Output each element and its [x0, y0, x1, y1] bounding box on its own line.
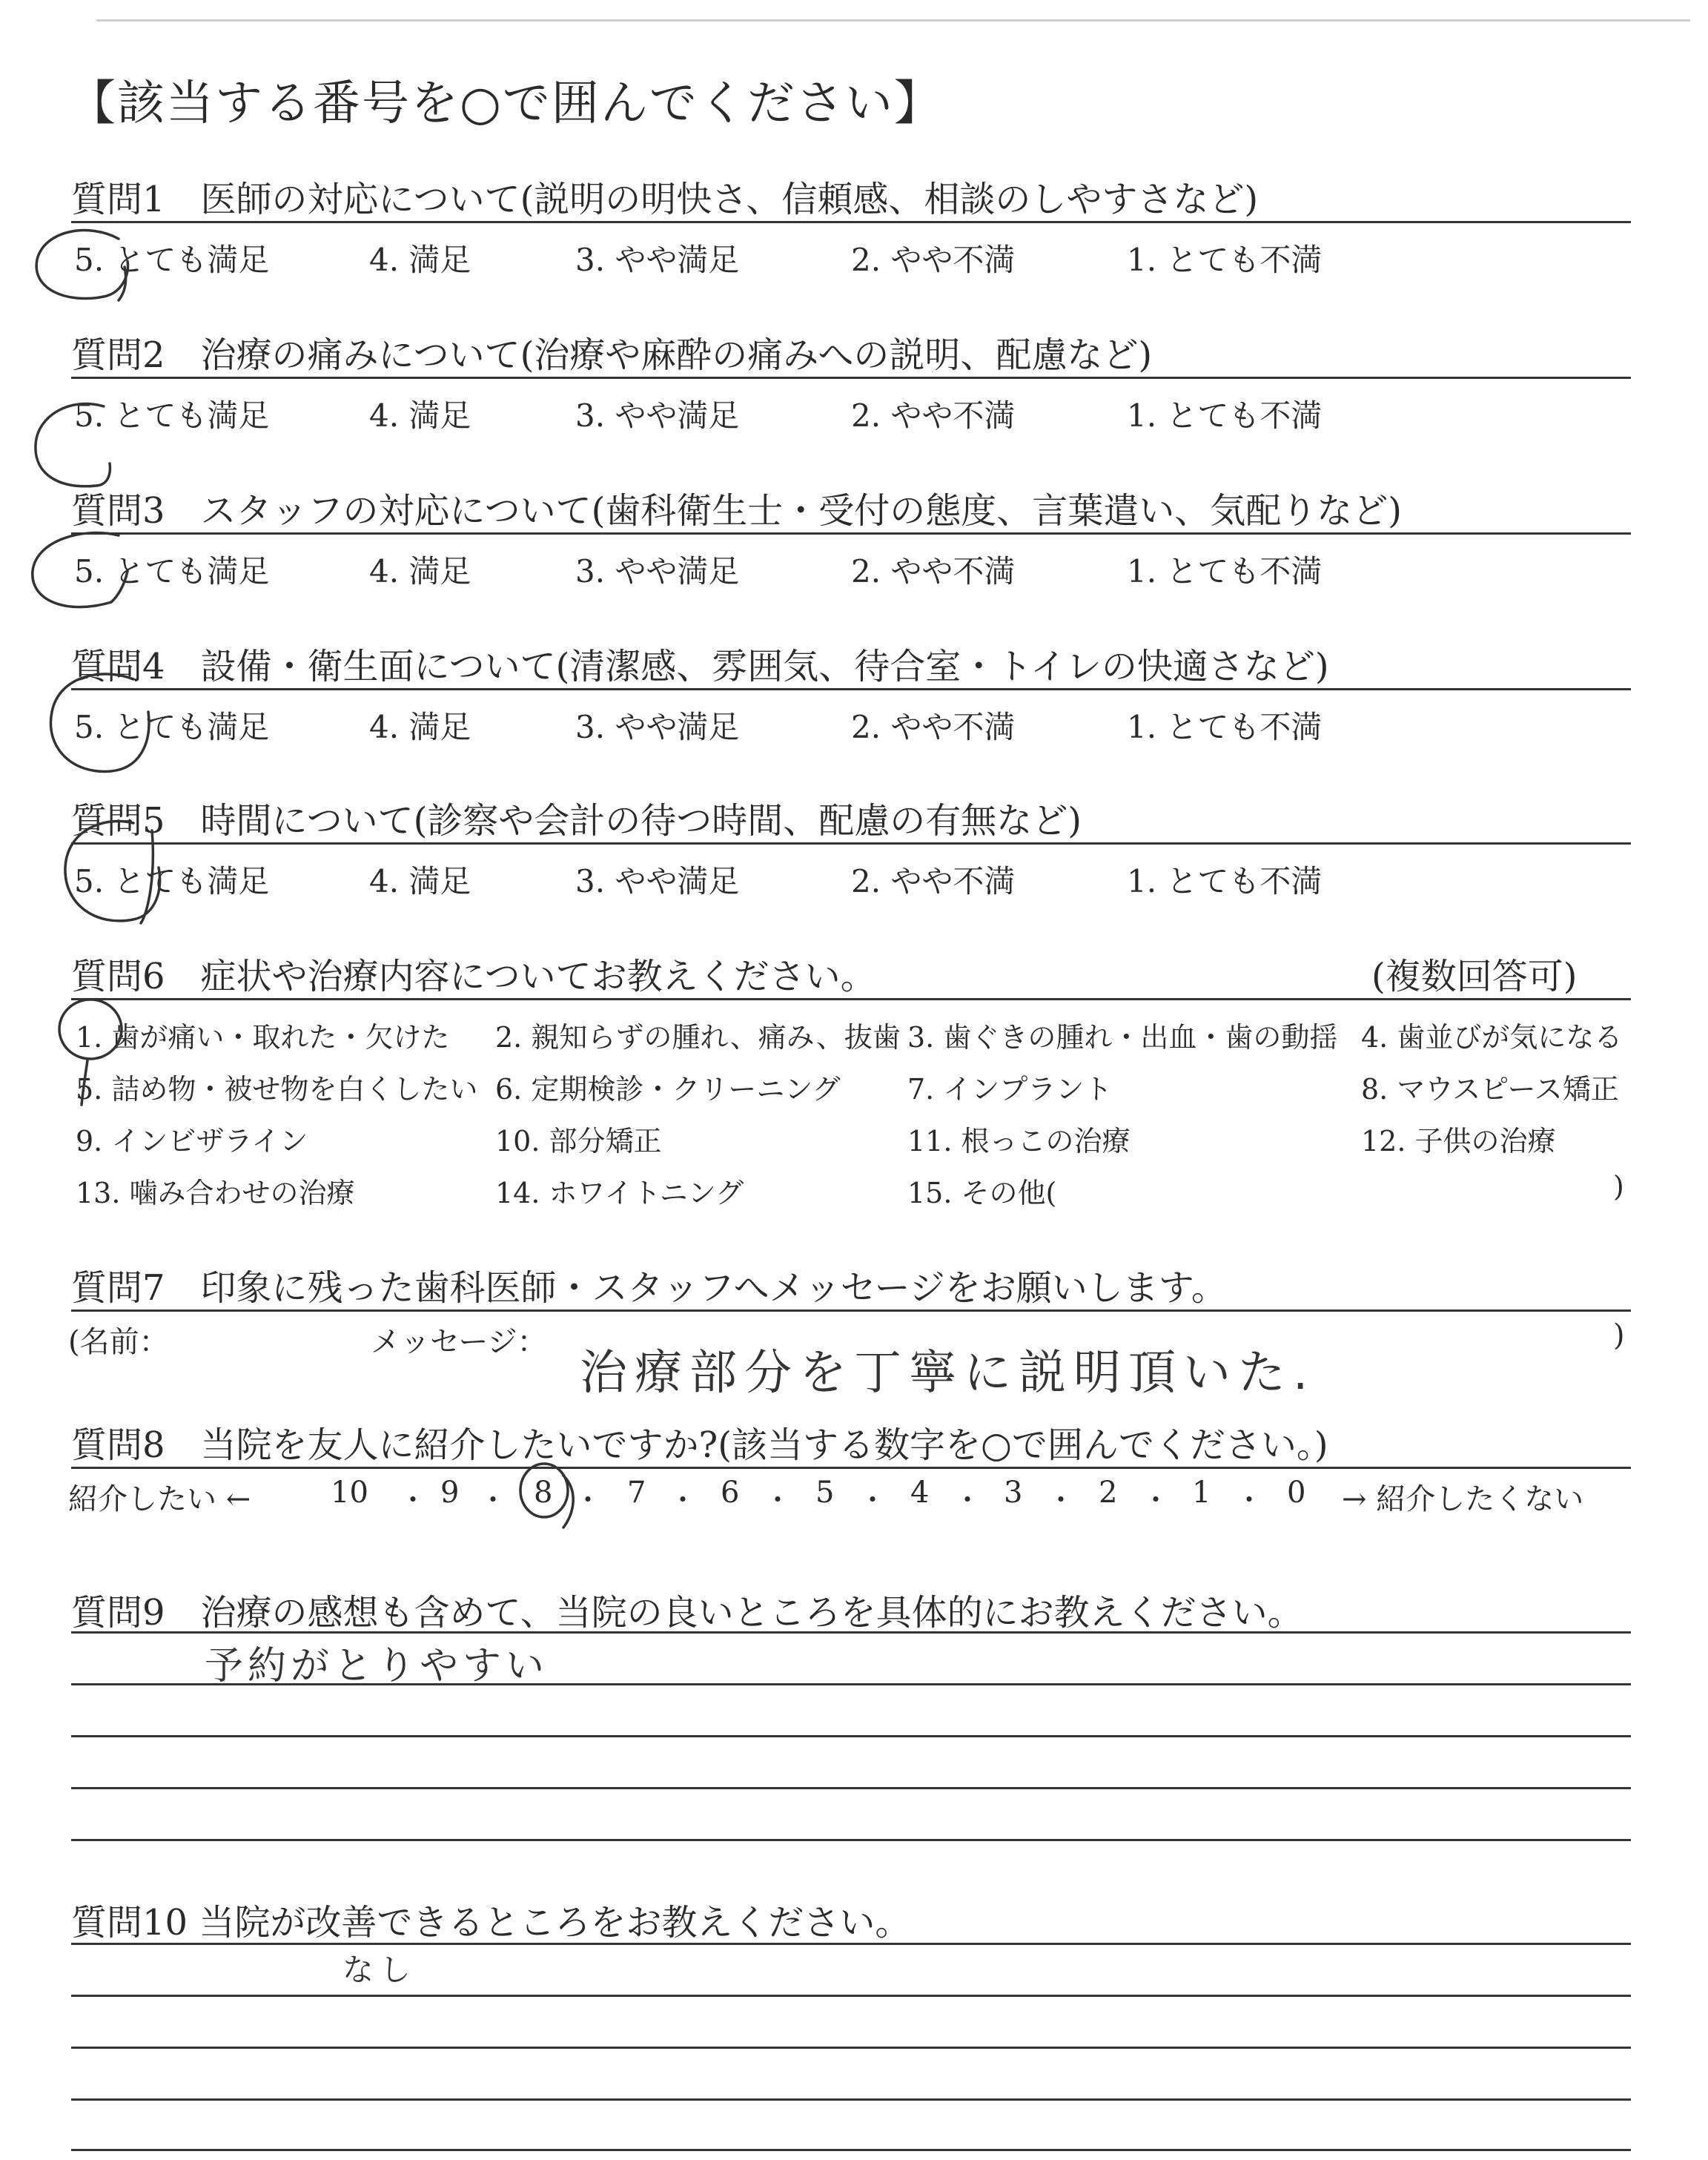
question-4-rule — [71, 688, 1631, 690]
q3-option-2[interactable]: 2. やや不満 — [851, 553, 1016, 589]
question-8-title: 質問8 当院を友人に紹介したいですか?(該当する数字を○で囲んでください。) — [71, 1424, 1328, 1466]
q8-separator: ・ — [764, 1484, 792, 1516]
q6-option-4[interactable]: 4. 歯並びが気になる — [1361, 1021, 1623, 1054]
q1-option-1[interactable]: 1. とても不満 — [1127, 242, 1323, 278]
q6-option-5[interactable]: 5. 詰め物・被せ物を白くしたい — [76, 1073, 478, 1106]
question-5-title: 質問5 時間について(診察や会計の待つ時間、配慮の有無など) — [71, 800, 1082, 842]
q8-separator: ・ — [574, 1484, 603, 1516]
question-1-title: 質問1 医師の対応について(説明の明快さ、信頼感、相談のしやすさなど) — [71, 179, 1259, 220]
q2-option-2[interactable]: 2. やや不満 — [851, 397, 1016, 434]
q6-option-13[interactable]: 13. 噛み合わせの治療 — [76, 1177, 355, 1209]
question-9-title: 質問9 治療の感想も含めて、当院の良いところを具体的にお教えください。 — [71, 1592, 1303, 1634]
q8-separator: ・ — [858, 1484, 887, 1516]
question-4-title: 質問4 設備・衛生面について(清潔感、雰囲気、待合室・トイレの快適さなど) — [71, 646, 1329, 687]
question-8-rule — [71, 1467, 1631, 1469]
q8-scale-5[interactable]: 5 — [815, 1476, 835, 1510]
q2-option-4[interactable]: 4. 満足 — [369, 397, 471, 434]
q6-option-1[interactable]: 1. 歯が痛い・取れた・欠けた — [76, 1021, 450, 1054]
q2-option-5[interactable]: 5. とても満足 — [74, 397, 270, 434]
q8-scale-7[interactable]: 7 — [627, 1476, 646, 1510]
question-6-title: 質問6 症状や治療内容についてお教えください。 — [71, 956, 876, 997]
q3-option-3[interactable]: 3. やや満足 — [575, 553, 740, 589]
question-2-title: 質問2 治療の痛みについて(治療や麻酔の痛みへの説明、配慮など) — [71, 334, 1153, 376]
q8-separator: ・ — [1047, 1484, 1076, 1516]
q8-separator: ・ — [669, 1484, 698, 1516]
q10-handwritten-answer[interactable]: なし — [342, 1952, 417, 1988]
question-1-rule — [71, 221, 1631, 223]
q1-option-3[interactable]: 3. やや満足 — [575, 242, 740, 278]
q3-option-5[interactable]: 5. とても満足 — [74, 553, 270, 589]
q8-separator: ・ — [1235, 1484, 1264, 1516]
q8-scale-4[interactable]: 4 — [910, 1476, 930, 1510]
q6-option-7[interactable]: 7. インプラント — [907, 1073, 1113, 1106]
q10-answer-line — [71, 1995, 1631, 1997]
q6-option-12[interactable]: 12. 子供の治療 — [1361, 1125, 1556, 1157]
q10-answer-line — [71, 2149, 1631, 2151]
q8-separator: ・ — [953, 1484, 982, 1516]
question-10-title: 質問10 当院が改善できるところをお教えください。 — [71, 1902, 911, 1943]
question-9-rule — [71, 1631, 1631, 1634]
q8-scale-9[interactable]: 9 — [440, 1476, 460, 1510]
q6-option-2[interactable]: 2. 親知らずの腫れ、痛み、抜歯 — [495, 1021, 901, 1054]
q7-close-paren: ) — [1613, 1318, 1625, 1353]
top-border — [96, 19, 1690, 22]
question-3-title: 質問3 スタッフの対応について(歯科衛生士・受付の態度、言葉遣い、気配りなど) — [71, 490, 1403, 532]
q5-option-5[interactable]: 5. とても満足 — [74, 863, 270, 899]
q8-scale-3[interactable]: 3 — [1004, 1476, 1023, 1510]
q9-answer-line — [71, 1683, 1631, 1685]
q4-option-1[interactable]: 1. とても不満 — [1127, 709, 1323, 745]
q1-option-2[interactable]: 2. やや不満 — [851, 242, 1016, 278]
q3-option-1[interactable]: 1. とても不満 — [1127, 553, 1323, 589]
q8-left-label: 紹介したい ← — [68, 1482, 251, 1516]
q9-handwritten-answer[interactable]: 予約がとりやすい — [205, 1644, 549, 1688]
q6-option-8[interactable]: 8. マウスピース矯正 — [1361, 1073, 1619, 1106]
q1-option-4[interactable]: 4. 満足 — [369, 242, 471, 278]
q7-message-label: メッセージ： — [371, 1325, 547, 1359]
question-3-rule — [71, 532, 1631, 535]
question-5-rule — [71, 842, 1631, 845]
question-7-rule — [71, 1309, 1631, 1312]
q10-answer-line — [71, 2098, 1631, 2101]
q6-option-10[interactable]: 10. 部分矯正 — [495, 1125, 662, 1157]
q8-scale-8[interactable]: 8 — [534, 1476, 553, 1510]
q5-option-1[interactable]: 1. とても不満 — [1127, 863, 1323, 899]
q6-option-3[interactable]: 3. 歯ぐきの腫れ・出血・歯の動揺 — [907, 1021, 1338, 1054]
q7-handwritten-answer[interactable]: 治療部分を丁寧に説明頂いた. — [580, 1346, 1316, 1401]
q5-option-4[interactable]: 4. 満足 — [369, 863, 471, 899]
question-7-title: 質問7 印象に残った歯科医師・スタッフへメッセージをお願いします。 — [71, 1267, 1227, 1309]
q3-option-4[interactable]: 4. 満足 — [369, 553, 471, 589]
q8-separator: ・ — [479, 1484, 508, 1516]
q8-scale-2[interactable]: 2 — [1099, 1476, 1118, 1510]
q8-scale-10[interactable]: 10 — [331, 1476, 368, 1510]
q7-name-label: (名前： — [68, 1325, 169, 1359]
q6-other-close-paren: ) — [1613, 1170, 1624, 1203]
q4-option-4[interactable]: 4. 満足 — [369, 709, 471, 745]
q9-answer-line — [71, 1735, 1631, 1737]
q2-option-3[interactable]: 3. やや満足 — [575, 397, 740, 434]
q4-option-2[interactable]: 2. やや不満 — [851, 709, 1016, 745]
q5-option-3[interactable]: 3. やや満足 — [575, 863, 740, 899]
q6-option-9[interactable]: 9. インビザライン — [76, 1125, 308, 1157]
question-6-rule — [71, 998, 1631, 1000]
q8-scale-6[interactable]: 6 — [721, 1476, 740, 1510]
q1-option-5[interactable]: 5. とても満足 — [74, 242, 270, 278]
question-2-rule — [71, 377, 1631, 379]
page-heading: 【該当する番号を○で囲んでください】 — [68, 76, 943, 131]
q8-separator: ・ — [399, 1484, 428, 1516]
question-6-note: (複数回答可) — [1371, 956, 1578, 997]
q5-option-2[interactable]: 2. やや不満 — [851, 863, 1016, 899]
q6-option-6[interactable]: 6. 定期検診・クリーニング — [495, 1073, 841, 1106]
q4-option-3[interactable]: 3. やや満足 — [575, 709, 740, 745]
q10-answer-line — [71, 2047, 1631, 2049]
question-10-rule — [71, 1943, 1631, 1945]
q8-circle-tail — [563, 1476, 573, 1527]
q9-answer-line — [71, 1839, 1631, 1841]
q2-option-1[interactable]: 1. とても不満 — [1127, 397, 1323, 434]
q9-answer-line — [71, 1787, 1631, 1789]
q8-scale-0[interactable]: 0 — [1287, 1476, 1306, 1510]
q8-scale-1[interactable]: 1 — [1192, 1476, 1211, 1510]
q6-option-14[interactable]: 14. ホワイトニング — [495, 1177, 744, 1209]
q6-option-11[interactable]: 11. 根っこの治療 — [907, 1125, 1131, 1157]
q4-option-5[interactable]: 5. とても満足 — [74, 709, 270, 745]
q8-right-label: → 紹介したくない — [1342, 1482, 1584, 1516]
q6-option-15[interactable]: 15. その他( — [907, 1177, 1057, 1209]
q8-separator: ・ — [1142, 1484, 1171, 1516]
